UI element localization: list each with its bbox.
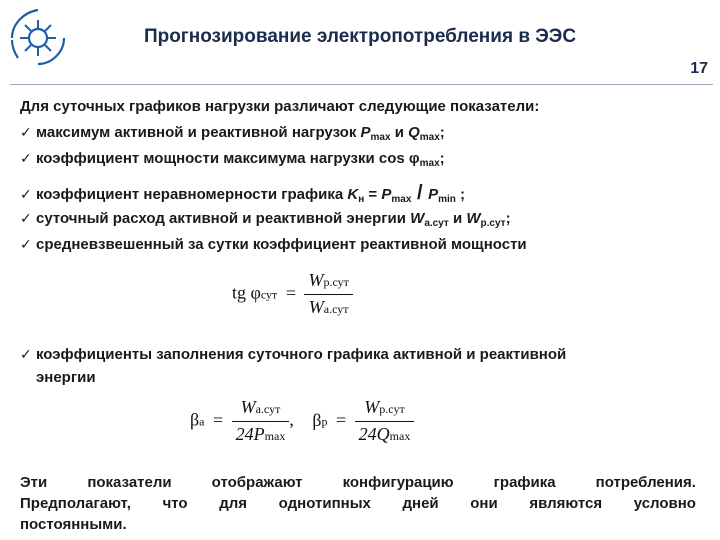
- list-item: ✓ суточный расход активной и реактивной энергии $W_{а.сут}$ и $W_{р.сут}$;: [20, 210, 511, 229]
- list-item-continuation: энергии: [36, 369, 96, 386]
- checkmark-icon: ✓: [20, 236, 32, 252]
- conclusion-paragraph: [20, 472, 696, 535]
- conclusion-line-3: постоянными.: [20, 516, 127, 533]
- conclusion-line-2: [20, 493, 696, 514]
- list-item: ✓ средневзвешенный за сутки коэффициент реактивной мощности: [20, 236, 527, 253]
- word: дней: [402, 495, 439, 512]
- intro-text: Для суточных графиков нагрузки различают следующие показатели:: [20, 98, 540, 115]
- list-item: ✓ максимум активной и реактивной нагрузок $P_{max}$ и $Q_{max}$;: [20, 124, 445, 143]
- checkmark-icon: ✓: [20, 150, 32, 166]
- formula-tg-phi: tg φсут = $\frac{\text{Wр.сут}}{\text{Wа.сут}}$: [232, 268, 353, 321]
- formula-beta: βа = $\frac{\text{Wа.сут}}{24Pmax}$ , βр = $\frac{\text{Wр.сут}}{24Qmax}$: [190, 395, 414, 448]
- header-divider: [10, 84, 713, 85]
- list-item: ✓ коэффициенты заполнения суточного графика активной и реактивной: [20, 346, 567, 363]
- word: графика: [493, 474, 556, 491]
- fraction: $\frac{\text{Wр.сут}}{\text{Wа.сут}}$: [304, 268, 352, 321]
- word: отображают: [211, 474, 303, 491]
- word: они: [470, 495, 498, 512]
- fraction: $\frac{\text{Wа.сут}}{24Pmax}$: [232, 395, 290, 448]
- fraction: $\frac{\text{Wр.сут}}{24Qmax}$: [355, 395, 415, 448]
- word: являются: [529, 495, 603, 512]
- checkmark-icon: ✓: [20, 346, 32, 362]
- word: конфигурацию: [342, 474, 454, 491]
- checkmark-icon: ✓: [20, 186, 32, 202]
- word: потребления.: [595, 474, 696, 491]
- checkmark-icon: ✓: [20, 210, 32, 226]
- list-item: ✓ коэффициент мощности максимума нагрузки $\cos \varphi_{max}$;: [20, 150, 445, 169]
- checkmark-icon: ✓: [20, 124, 32, 140]
- word: условно: [633, 495, 696, 512]
- word: Эти: [20, 474, 48, 491]
- slide-title: Прогнозирование электропотребления в ЭЭС: [143, 26, 577, 47]
- slide-number: 17: [690, 60, 708, 77]
- list-item: ✓ коэффициент неравномерности графика $K_н = P_{max} / P_{min}$ ;: [20, 182, 466, 205]
- word: Предполагают,: [20, 495, 131, 512]
- conclusion-line-1: [20, 472, 696, 493]
- word: показатели: [87, 474, 172, 491]
- word: для: [219, 495, 248, 512]
- word: что: [162, 495, 188, 512]
- word: однотипных: [278, 495, 371, 512]
